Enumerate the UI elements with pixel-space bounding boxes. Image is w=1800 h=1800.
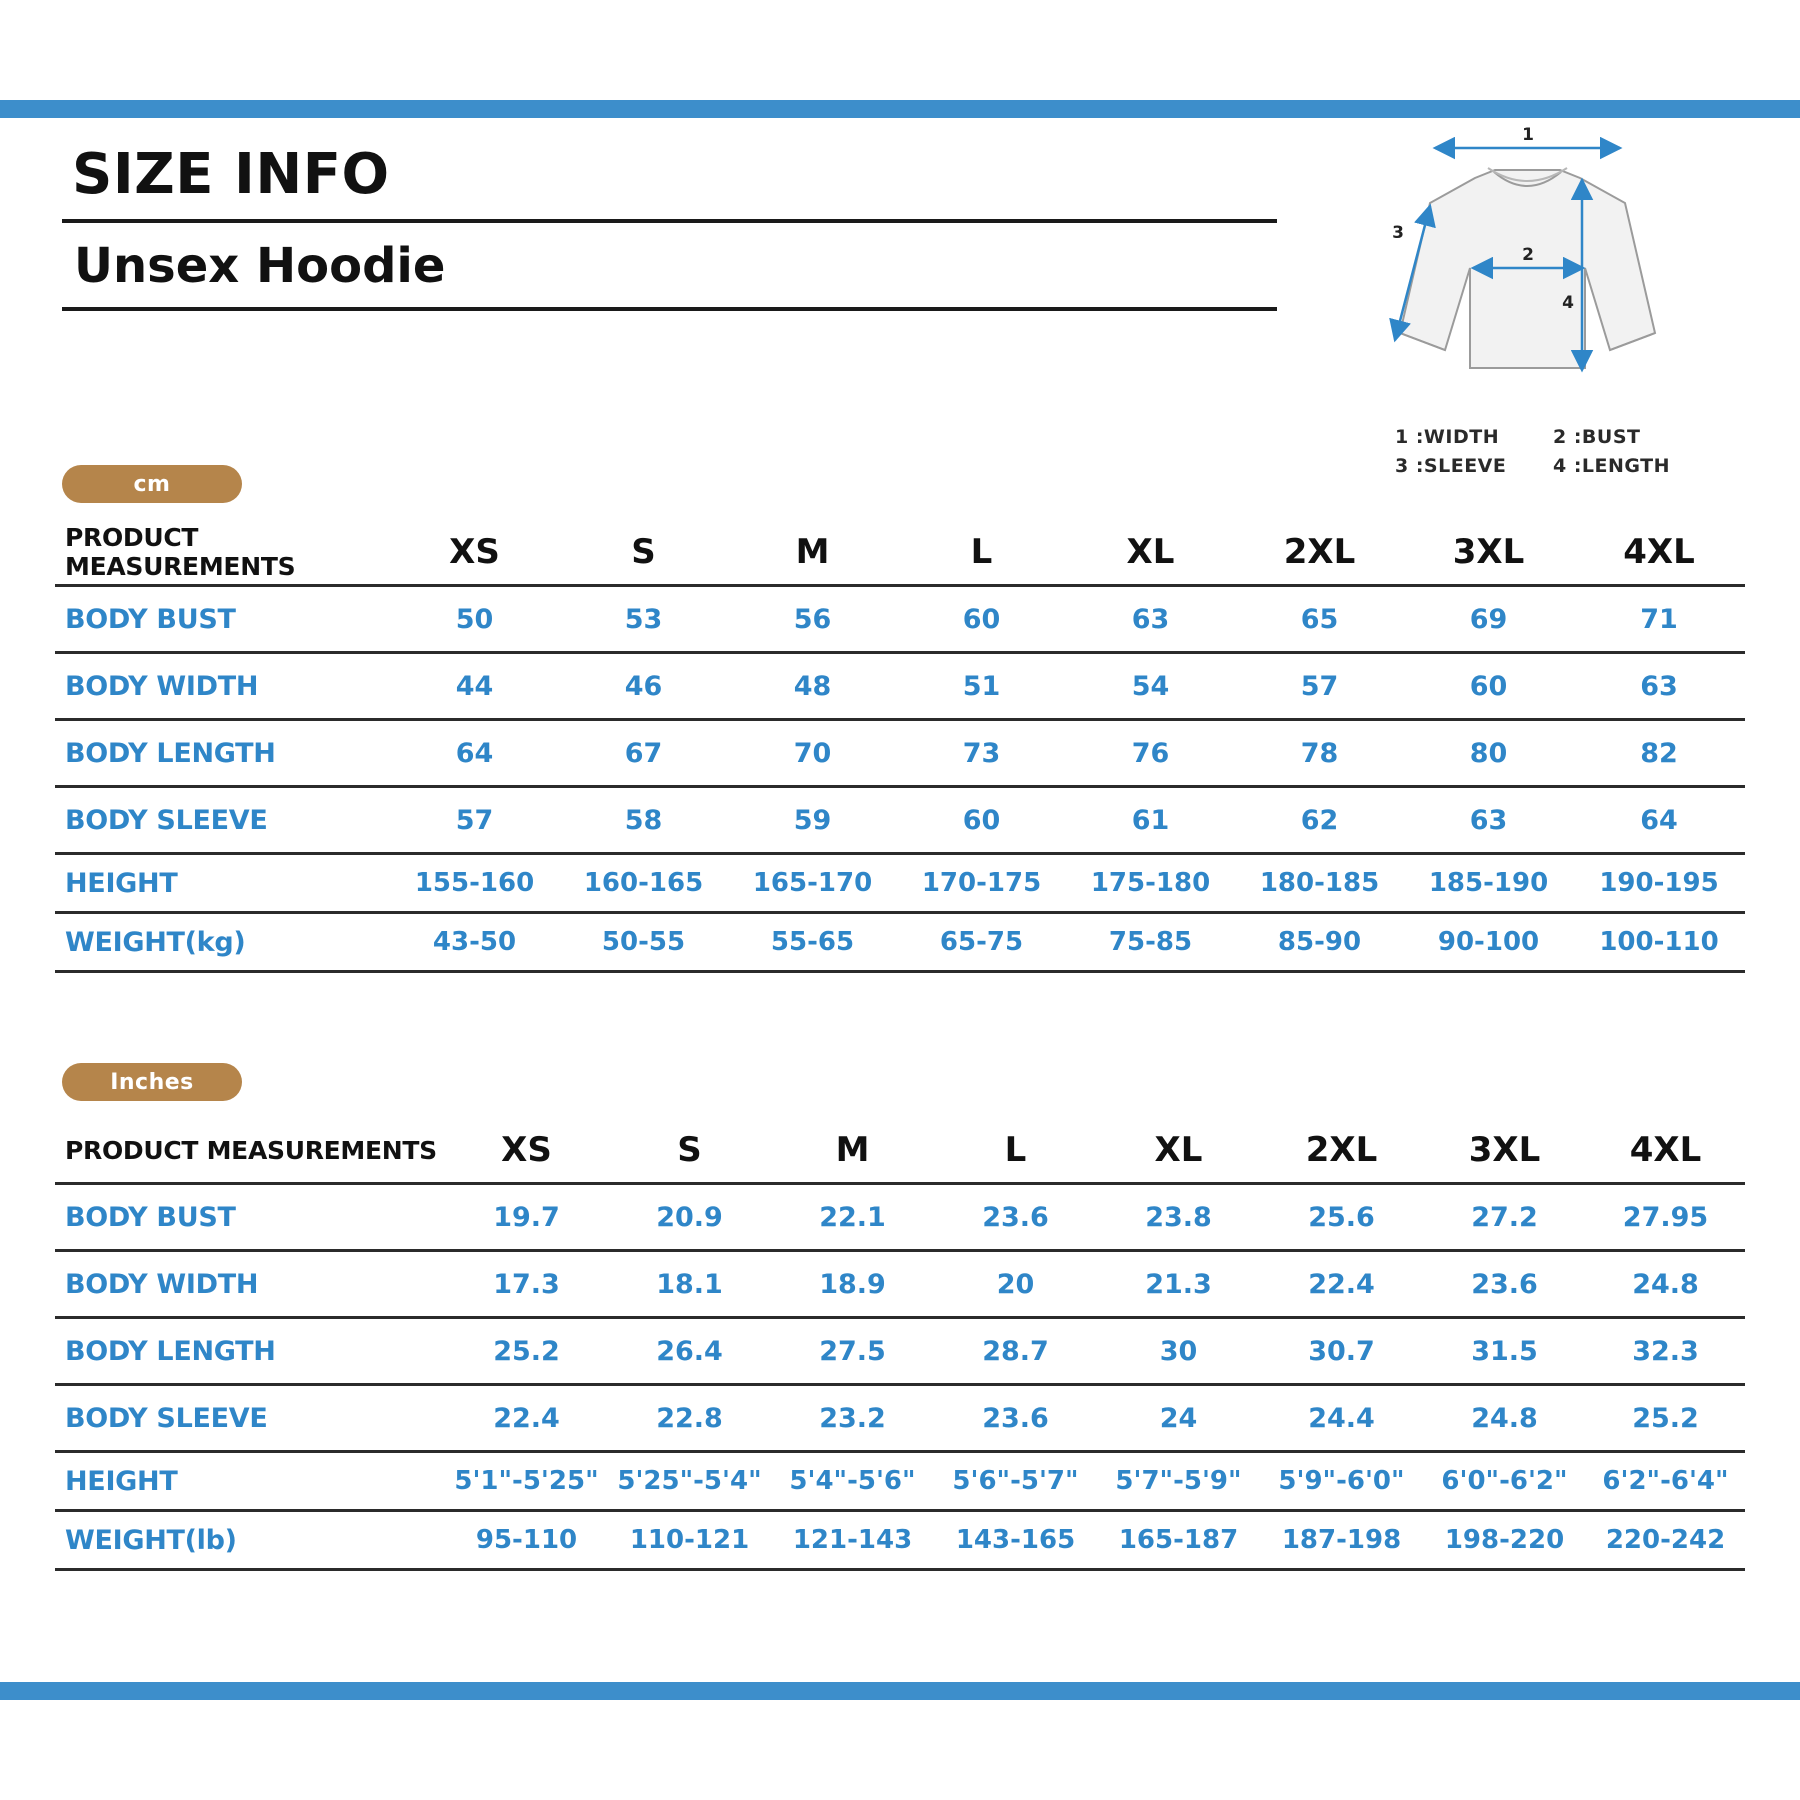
table-row [55,1318,1745,1385]
svg-text:2: 2 [1522,245,1534,265]
inches-body-sleeve-4xl: 25.2 [1586,1385,1745,1452]
inches-body-width-2xl: 22.4 [1260,1251,1423,1318]
cm-body-length-2xl: 78 [1235,720,1404,787]
legend-item-bust: 2 :BUST [1553,426,1641,448]
inches-header-size-xs: XS [445,1118,608,1184]
inches-body-sleeve-3xl: 24.8 [1423,1385,1586,1452]
cm-weight-s: 50-55 [559,913,728,972]
page-content [0,118,1800,1682]
inches-row-label-body-width: BODY WIDTH [55,1251,445,1318]
cm-weight-4xl: 100-110 [1573,913,1745,972]
cm-header-size-l: L [897,520,1066,586]
svg-text:4: 4 [1562,293,1574,313]
cm-height-m: 165-170 [728,854,897,913]
table-row [55,913,1745,972]
cm-header-measurements: PRODUCT MEASUREMENTS [55,520,390,586]
cm-body-bust-l: 60 [897,586,1066,653]
cm-body-sleeve-s: 58 [559,787,728,854]
cm-body-width-3xl: 60 [1404,653,1573,720]
inches-height-xs: 5'1"-5'25" [445,1452,608,1511]
table-row [55,1184,1745,1251]
cm-body-length-3xl: 80 [1404,720,1573,787]
inches-body-width-4xl: 24.8 [1586,1251,1745,1318]
cm-header-size-4xl: 4XL [1573,520,1745,586]
legend-row [1395,452,1775,481]
page-subtitle: Unsex Hoodie [74,237,446,294]
cm-height-3xl: 185-190 [1404,854,1573,913]
table-row [55,854,1745,913]
cm-height-l: 170-175 [897,854,1066,913]
inches-weight-4xl: 220-242 [1586,1511,1745,1570]
inches-height-s: 5'25"-5'4" [608,1452,771,1511]
cm-row-label-body-sleeve: BODY SLEEVE [55,787,390,854]
cm-row-label-height: HEIGHT [55,854,390,913]
inches-height-2xl: 5'9"-6'0" [1260,1452,1423,1511]
inches-body-length-xl: 30 [1097,1318,1260,1385]
unit-badge-cm: cm [62,465,242,503]
cm-body-sleeve-2xl: 62 [1235,787,1404,854]
inches-weight-m: 121-143 [771,1511,934,1570]
legend-item-width: 1 :WIDTH [1395,426,1500,448]
inches-body-length-4xl: 32.3 [1586,1318,1745,1385]
cm-header-size-s: S [559,520,728,586]
cm-header-size-xs: XS [390,520,559,586]
cm-body-width-s: 46 [559,653,728,720]
inches-body-width-xs: 17.3 [445,1251,608,1318]
inches-header-size-s: S [608,1118,771,1184]
table-row [55,787,1745,854]
inches-header-size-m: M [771,1118,934,1184]
cm-size-table [55,520,1745,973]
inches-row-label-weight: WEIGHT(lb) [55,1511,445,1570]
cm-body-length-l: 73 [897,720,1066,787]
table-header-row [55,1118,1745,1184]
table-row [55,1511,1745,1570]
cm-body-sleeve-m: 59 [728,787,897,854]
cm-body-bust-xs: 50 [390,586,559,653]
table-row [55,1251,1745,1318]
cm-body-width-4xl: 63 [1573,653,1745,720]
inches-height-l: 5'6"-5'7" [934,1452,1097,1511]
inches-weight-s: 110-121 [608,1511,771,1570]
table-row [55,653,1745,720]
cm-row-label-body-width: BODY WIDTH [55,653,390,720]
cm-body-sleeve-xl: 61 [1066,787,1235,854]
inches-height-m: 5'4"-5'6" [771,1452,934,1511]
legend-item-length: 4 :LENGTH [1553,455,1671,478]
inches-body-width-s: 18.1 [608,1251,771,1318]
cm-row-label-weight: WEIGHT(kg) [55,913,390,972]
cm-weight-l: 65-75 [897,913,1066,972]
inches-body-bust-l: 23.6 [934,1184,1097,1251]
inches-size-table [55,1118,1745,1571]
inches-body-sleeve-s: 22.8 [608,1385,771,1452]
inches-body-bust-xs: 19.7 [445,1184,608,1251]
inches-header-size-4xl: 4XL [1586,1118,1745,1184]
inches-body-width-3xl: 23.6 [1423,1251,1586,1318]
cm-body-length-xl: 76 [1066,720,1235,787]
table-row [55,1385,1745,1452]
cm-body-length-4xl: 82 [1573,720,1745,787]
inches-body-sleeve-xl: 24 [1097,1385,1260,1452]
inches-header-measurements: PRODUCT MEASUREMENTS [55,1118,445,1184]
inches-body-length-3xl: 31.5 [1423,1318,1586,1385]
legend-item-sleeve: 3 :SLEEVE [1395,455,1507,478]
cm-body-sleeve-3xl: 63 [1404,787,1573,854]
cm-body-sleeve-l: 60 [897,787,1066,854]
cm-body-sleeve-xs: 57 [390,787,559,854]
table-row [55,720,1745,787]
cm-height-s: 160-165 [559,854,728,913]
title-block [62,138,1287,311]
table-header-row [55,520,1745,586]
inches-header-size-3xl: 3XL [1423,1118,1586,1184]
inches-body-bust-4xl: 27.95 [1586,1184,1745,1251]
page-title: SIZE INFO [72,142,390,207]
inches-body-sleeve-2xl: 24.4 [1260,1385,1423,1452]
inches-row-label-height: HEIGHT [55,1452,445,1511]
cm-weight-xs: 43-50 [390,913,559,972]
inches-body-width-l: 20 [934,1251,1097,1318]
svg-text:1: 1 [1522,125,1534,145]
inches-height-xl: 5'7"-5'9" [1097,1452,1260,1511]
cm-height-xl: 175-180 [1066,854,1235,913]
legend-row [1395,423,1775,452]
cm-body-bust-m: 56 [728,586,897,653]
cm-height-2xl: 180-185 [1235,854,1404,913]
inches-body-sleeve-m: 23.2 [771,1385,934,1452]
table-row [55,586,1745,653]
inches-row-label-body-bust: BODY BUST [55,1184,445,1251]
cm-body-width-xs: 44 [390,653,559,720]
inches-body-length-l: 28.7 [934,1318,1097,1385]
cm-header-size-m: M [728,520,897,586]
inches-weight-3xl: 198-220 [1423,1511,1586,1570]
inches-body-width-xl: 21.3 [1097,1251,1260,1318]
cm-height-xs: 155-160 [390,854,559,913]
inches-header-size-2xl: 2XL [1260,1118,1423,1184]
inches-weight-xl: 165-187 [1097,1511,1260,1570]
cm-header-size-xl: XL [1066,520,1235,586]
top-accent-bar [0,100,1800,118]
inches-weight-xs: 95-110 [445,1511,608,1570]
cm-body-length-m: 70 [728,720,897,787]
cm-height-4xl: 190-195 [1573,854,1745,913]
inches-body-length-m: 27.5 [771,1318,934,1385]
svg-text:3: 3 [1392,223,1404,243]
cm-body-length-s: 67 [559,720,728,787]
inches-body-bust-s: 20.9 [608,1184,771,1251]
inches-body-bust-2xl: 25.6 [1260,1184,1423,1251]
cm-header-size-2xl: 2XL [1235,520,1404,586]
inches-body-width-m: 18.9 [771,1251,934,1318]
cm-weight-xl: 75-85 [1066,913,1235,972]
cm-body-bust-xl: 63 [1066,586,1235,653]
inches-header-size-xl: XL [1097,1118,1260,1184]
cm-weight-m: 55-65 [728,913,897,972]
inches-header-size-l: L [934,1118,1097,1184]
cm-body-bust-4xl: 71 [1573,586,1745,653]
inches-body-sleeve-l: 23.6 [934,1385,1097,1452]
inches-weight-2xl: 187-198 [1260,1511,1423,1570]
cm-body-sleeve-4xl: 64 [1573,787,1745,854]
diagram-legend [1395,423,1775,482]
inches-body-length-s: 26.4 [608,1318,771,1385]
table-row [55,1452,1745,1511]
cm-body-length-xs: 64 [390,720,559,787]
cm-body-width-xl: 54 [1066,653,1235,720]
inches-body-sleeve-xs: 22.4 [445,1385,608,1452]
inches-row-label-body-length: BODY LENGTH [55,1318,445,1385]
bottom-accent-bar [0,1682,1800,1700]
cm-row-label-body-length: BODY LENGTH [55,720,390,787]
inches-height-3xl: 6'0"-6'2" [1423,1452,1586,1511]
cm-body-width-2xl: 57 [1235,653,1404,720]
unit-badge-inches: Inches [62,1063,242,1101]
title-divider-bottom [62,307,1277,311]
cm-weight-3xl: 90-100 [1404,913,1573,972]
cm-body-width-m: 48 [728,653,897,720]
cm-row-label-body-bust: BODY BUST [55,586,390,653]
cm-body-bust-2xl: 65 [1235,586,1404,653]
inches-row-label-body-sleeve: BODY SLEEVE [55,1385,445,1452]
inches-body-bust-m: 22.1 [771,1184,934,1251]
cm-body-width-l: 51 [897,653,1066,720]
inches-body-length-2xl: 30.7 [1260,1318,1423,1385]
inches-weight-l: 143-165 [934,1511,1097,1570]
cm-header-size-3xl: 3XL [1404,520,1573,586]
cm-weight-2xl: 85-90 [1235,913,1404,972]
inches-body-length-xs: 25.2 [445,1318,608,1385]
cm-body-bust-s: 53 [559,586,728,653]
inches-height-4xl: 6'2"-6'4" [1586,1452,1745,1511]
inches-body-bust-xl: 23.8 [1097,1184,1260,1251]
inches-body-bust-3xl: 27.2 [1423,1184,1586,1251]
cm-body-bust-3xl: 69 [1404,586,1573,653]
